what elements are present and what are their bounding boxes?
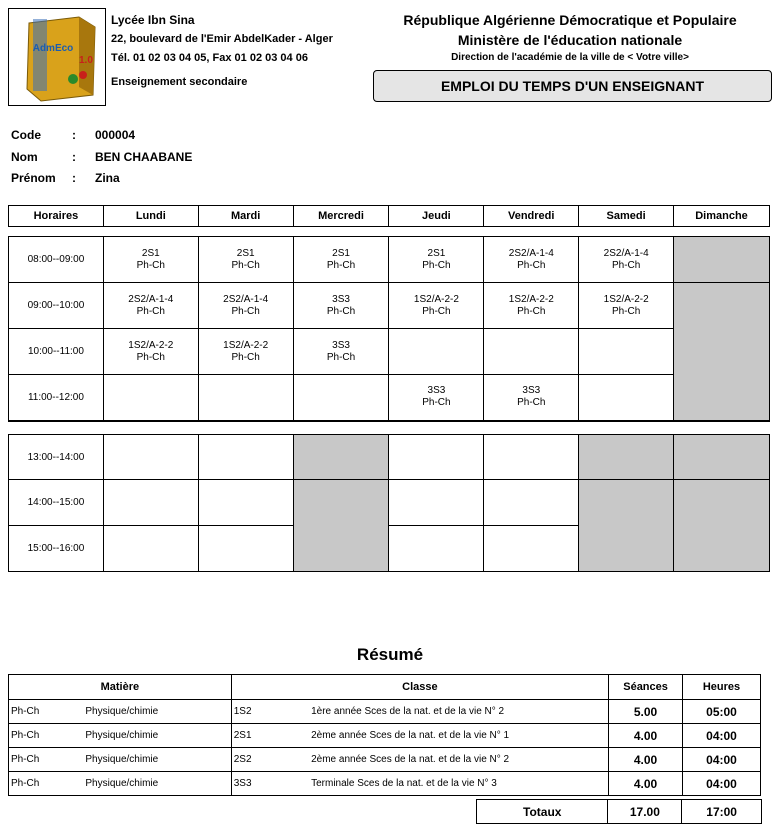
session-cell[interactable]	[484, 283, 579, 329]
session-subject: Ph-Ch	[326, 351, 356, 363]
header-lundi: Lundi	[103, 206, 198, 227]
session-class: 3S3	[332, 293, 350, 305]
colon: :	[72, 150, 76, 164]
session-cell[interactable]	[293, 237, 389, 283]
resume-row	[9, 724, 761, 748]
empty-slot[interactable]	[198, 480, 293, 526]
subject-code: Ph-Ch	[9, 700, 84, 724]
time-slot: 09:00--10:00	[9, 283, 104, 329]
teacher-code-row	[0, 128, 400, 148]
session-class: 2S1	[427, 247, 446, 259]
logo-name: AdmEco	[32, 43, 74, 54]
resume-header-heures: Heures	[683, 675, 761, 700]
empty-slot[interactable]	[389, 329, 484, 375]
unavailable-slot	[579, 435, 674, 480]
session-subject: Ph-Ch	[517, 397, 546, 409]
session-cell[interactable]	[103, 329, 198, 375]
teacher-nom: BEN CHAABANE	[95, 150, 193, 164]
unavailable-slot	[674, 283, 770, 421]
total-seances: 17.00	[608, 800, 682, 824]
session-cell[interactable]	[484, 237, 579, 283]
ministry-title: Ministère de l'éducation nationale	[457, 32, 683, 48]
session-class: 3S3	[332, 339, 350, 351]
empty-slot[interactable]	[198, 435, 293, 480]
seances-value: 5.00	[609, 700, 683, 724]
subject-name: Physique/chimie	[83, 700, 231, 724]
header-mardi: Mardi	[198, 206, 293, 227]
empty-slot[interactable]	[484, 480, 579, 526]
empty-slot[interactable]	[103, 526, 198, 572]
session-cell[interactable]	[484, 375, 579, 421]
totals-table	[476, 799, 762, 824]
resume-header-seances: Séances	[609, 675, 683, 700]
time-slot: 10:00--11:00	[9, 329, 104, 375]
session-cell[interactable]	[293, 329, 389, 375]
session-subject: Ph-Ch	[422, 397, 451, 409]
timetable-afternoon	[8, 434, 770, 572]
session-cell[interactable]	[389, 237, 484, 283]
header-mercredi: Mercredi	[293, 206, 389, 227]
class-name: 2ème année Sces de la nat. et de la vie N° 2	[309, 748, 609, 772]
empty-slot[interactable]	[579, 375, 674, 421]
session-class: 1S2/A-2-2	[413, 293, 459, 305]
seances-value: 4.00	[609, 748, 683, 772]
colon: :	[72, 171, 76, 185]
seances-value: 4.00	[609, 724, 683, 748]
direction-title: Direction de l'académie de la ville de < Votre ville>	[451, 52, 689, 63]
unavailable-slot	[674, 435, 770, 480]
session-subject: Ph-Ch	[517, 305, 546, 317]
session-subject: Ph-Ch	[231, 351, 260, 363]
header-dimanche: Dimanche	[674, 206, 770, 227]
session-class: 3S3	[427, 385, 446, 397]
session-cell[interactable]	[198, 283, 293, 329]
session-subject: Ph-Ch	[517, 259, 546, 271]
document-title: EMPLOI DU TEMPS D'UN ENSEIGNANT	[373, 70, 772, 102]
session-class: 2S2/A-1-4	[223, 293, 269, 305]
republic-title: République Algérienne Démocratique et Populaire	[403, 12, 737, 28]
teacher-nom-row	[0, 150, 400, 170]
empty-slot[interactable]	[389, 435, 484, 480]
session-subject: Ph-Ch	[422, 305, 451, 317]
school-address: 22, boulevard de l'Emir AbdelKader - Alger	[111, 33, 333, 45]
school-level: Enseignement secondaire	[111, 76, 248, 88]
empty-slot[interactable]	[484, 435, 579, 480]
header-horaires: Horaires	[9, 206, 104, 227]
teacher-prenom-row	[0, 171, 400, 191]
session-class: 2S1	[141, 247, 160, 259]
session-class: 2S1	[332, 247, 350, 259]
resume-header-classe: Classe	[231, 675, 608, 700]
time-slot: 15:00--16:00	[9, 526, 104, 572]
session-class: 2S2/A-1-4	[508, 247, 554, 259]
resume-row	[9, 748, 761, 772]
nom-label: Nom	[11, 150, 38, 164]
seances-value: 4.00	[609, 772, 683, 796]
session-cell[interactable]	[103, 283, 198, 329]
unavailable-slot	[293, 480, 389, 572]
header-samedi: Samedi	[579, 206, 674, 227]
logo-box-icon	[9, 9, 105, 105]
code-label: Code	[11, 128, 41, 142]
session-subject: Ph-Ch	[326, 259, 356, 271]
empty-slot[interactable]	[103, 375, 198, 421]
header-jeudi: Jeudi	[389, 206, 484, 227]
class-code: 2S2	[231, 748, 309, 772]
session-cell[interactable]	[579, 283, 674, 329]
empty-slot[interactable]	[484, 526, 579, 572]
time-slot: 14:00--15:00	[9, 480, 104, 526]
class-name: 2ème année Sces de la nat. et de la vie N° 1	[309, 724, 609, 748]
class-name: Terminale Sces de la nat. et de la vie N° 3	[309, 772, 609, 796]
session-subject: Ph-Ch	[136, 351, 165, 363]
session-class: 2S2/A-1-4	[603, 247, 649, 259]
heures-value: 04:00	[683, 772, 761, 796]
unavailable-slot	[579, 480, 674, 572]
subject-name: Physique/chimie	[83, 748, 231, 772]
session-cell[interactable]	[103, 237, 198, 283]
subject-code: Ph-Ch	[9, 772, 84, 796]
session-cell[interactable]	[389, 283, 484, 329]
totals-label: Totaux	[477, 800, 608, 824]
session-cell[interactable]	[293, 283, 389, 329]
session-subject: Ph-Ch	[231, 259, 260, 271]
session-subject: Ph-Ch	[611, 305, 641, 317]
school-name: Lycée Ibn Sina	[111, 13, 195, 27]
session-cell[interactable]	[198, 237, 293, 283]
subject-name: Physique/chimie	[83, 724, 231, 748]
empty-slot[interactable]	[198, 526, 293, 572]
resume-row	[9, 700, 761, 724]
empty-slot[interactable]	[103, 480, 198, 526]
school-phone: Tél. 01 02 03 04 05, Fax 01 02 03 04 06	[111, 52, 308, 64]
class-code: 2S1	[231, 724, 309, 748]
session-subject: Ph-Ch	[611, 259, 641, 271]
time-slot: 11:00--12:00	[9, 375, 104, 421]
subject-name: Physique/chimie	[83, 772, 231, 796]
resume-table	[8, 674, 761, 796]
school-logo	[8, 8, 106, 106]
logo-version: 1.0	[79, 55, 93, 66]
heures-value: 04:00	[683, 724, 761, 748]
session-subject: Ph-Ch	[136, 259, 165, 271]
prenom-label: Prénom	[11, 171, 56, 185]
header-vendredi: Vendredi	[484, 206, 579, 227]
unavailable-slot	[674, 480, 770, 572]
session-cell[interactable]	[198, 329, 293, 375]
session-subject: Ph-Ch	[136, 305, 165, 317]
empty-slot[interactable]	[579, 329, 674, 375]
session-subject: Ph-Ch	[326, 305, 356, 317]
empty-slot[interactable]	[484, 329, 579, 375]
subject-code: Ph-Ch	[9, 748, 84, 772]
colon: :	[72, 128, 76, 142]
heures-value: 05:00	[683, 700, 761, 724]
resume-header-matiere: Matière	[9, 675, 232, 700]
session-class: 1S2/A-2-2	[223, 339, 269, 351]
resume-title: Résumé	[356, 645, 424, 664]
class-name: 1ère année Sces de la nat. et de la vie N° 2	[309, 700, 609, 724]
empty-slot[interactable]	[389, 526, 484, 572]
class-code: 3S3	[231, 772, 309, 796]
heures-value: 04:00	[683, 748, 761, 772]
unavailable-slot	[293, 435, 389, 480]
session-class: 1S2/A-2-2	[128, 339, 174, 351]
timetable-morning	[8, 236, 770, 422]
time-slot: 13:00--14:00	[9, 435, 104, 480]
session-class: 1S2/A-2-2	[603, 293, 649, 305]
session-cell[interactable]	[389, 375, 484, 421]
empty-slot[interactable]	[389, 480, 484, 526]
session-class: 1S2/A-2-2	[508, 293, 554, 305]
empty-slot[interactable]	[293, 375, 389, 421]
resume-row	[9, 772, 761, 796]
empty-slot[interactable]	[103, 435, 198, 480]
session-class: 3S3	[522, 385, 541, 397]
subject-code: Ph-Ch	[9, 724, 84, 748]
empty-slot[interactable]	[198, 375, 293, 421]
teacher-prenom: Zina	[95, 171, 120, 185]
class-code: 1S2	[231, 700, 309, 724]
session-class: 2S2/A-1-4	[128, 293, 174, 305]
timetable-header	[8, 205, 770, 227]
teacher-code: 000004	[95, 128, 136, 142]
session-class: 2S1	[236, 247, 255, 259]
total-heures: 17:00	[682, 800, 762, 824]
session-subject: Ph-Ch	[231, 305, 260, 317]
time-slot: 08:00--09:00	[9, 237, 104, 283]
unavailable-slot	[674, 237, 770, 283]
session-cell[interactable]	[579, 237, 674, 283]
session-subject: Ph-Ch	[422, 259, 451, 271]
